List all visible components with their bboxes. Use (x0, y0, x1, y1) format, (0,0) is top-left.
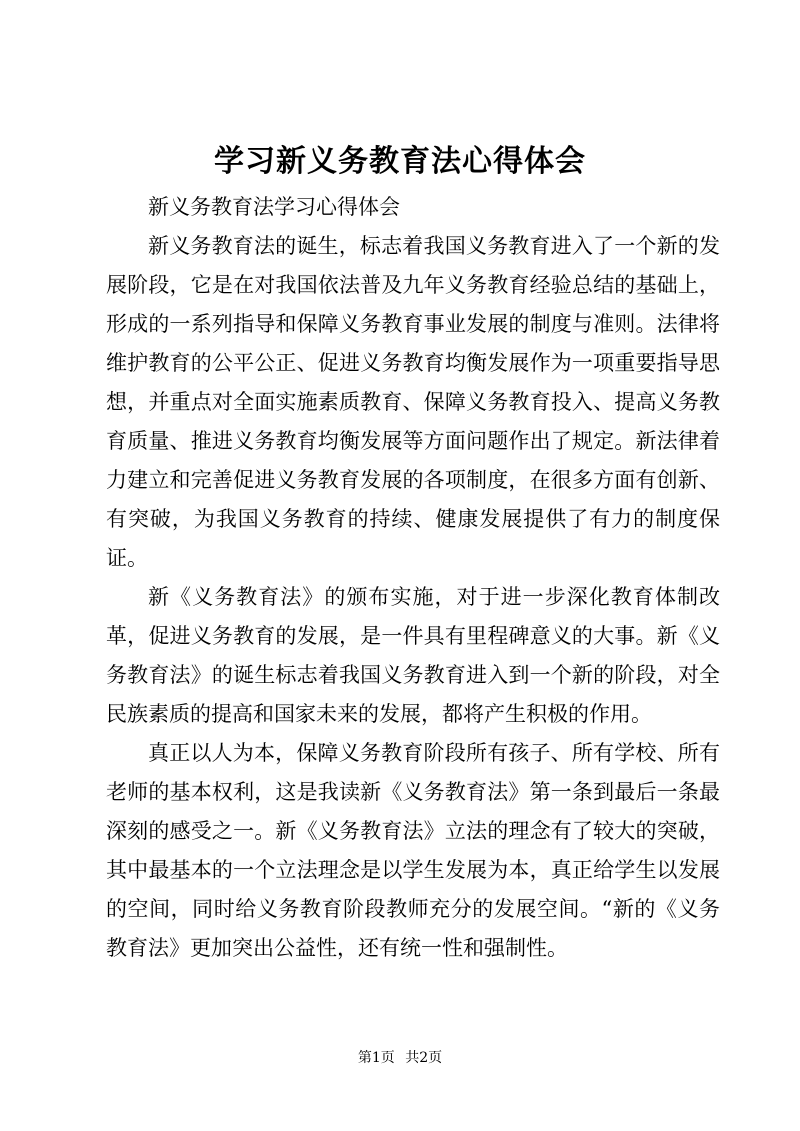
paragraph: 真正以人为本，保障义务教育阶段所有孩子、所有学校、所有老师的基本权利，这是我读新《义务教育法》第一条到最后一条最深刻的感受之一。新《义务教育法》立法的理念有了较大的突破，其中最基本的一个立法理念是以学生发展为本，真正给学生以发展的空间，同时给义务教育阶段教师充分的发展空间。“新的《义务教育法》更加突出公益性，还有统一性和强制性。 (106, 741, 720, 960)
document-body (106, 188, 720, 968)
paragraph: 新《义务教育法》的颁布实施，对于进一步深化教育体制改革，促进义务教育的发展，是一件具有里程碑意义的大事。新《义务教育法》的诞生标志着我国义务教育进入到一个新的阶段，对全民族素质的提高和国家未来的发展，都将产生积极的作用。 (106, 585, 720, 726)
paragraph: 新义务教育法的诞生，标志着我国义务教育进入了一个新的发展阶段，它是在对我国依法普及九年义务教育经验总结的基础上，形成的一系列指导和保障义务教育事业发展的制度与准则。法律将维护教育的公平公正、促进义务教育均衡发展作为一项重要指导思想，并重点对全面实施素质教育、保障义务教育投入、提高义务教育质量、推进义务教育均衡发展等方面问题作出了规定。新法律着力建立和完善促进义务教育发展的各项制度，在很多方面有创新、有突破，为我国义务教育的持续、健康发展提供了有力的制度保证。 (106, 234, 720, 570)
page-title: 学习新义务教育法心得体会 (214, 144, 586, 179)
page-total: 共2页 (405, 1050, 443, 1066)
page-footer (0, 1048, 800, 1068)
document-subtitle: 新义务教育法学习心得体会 (148, 195, 400, 219)
page-number: 第1页 (357, 1050, 395, 1066)
